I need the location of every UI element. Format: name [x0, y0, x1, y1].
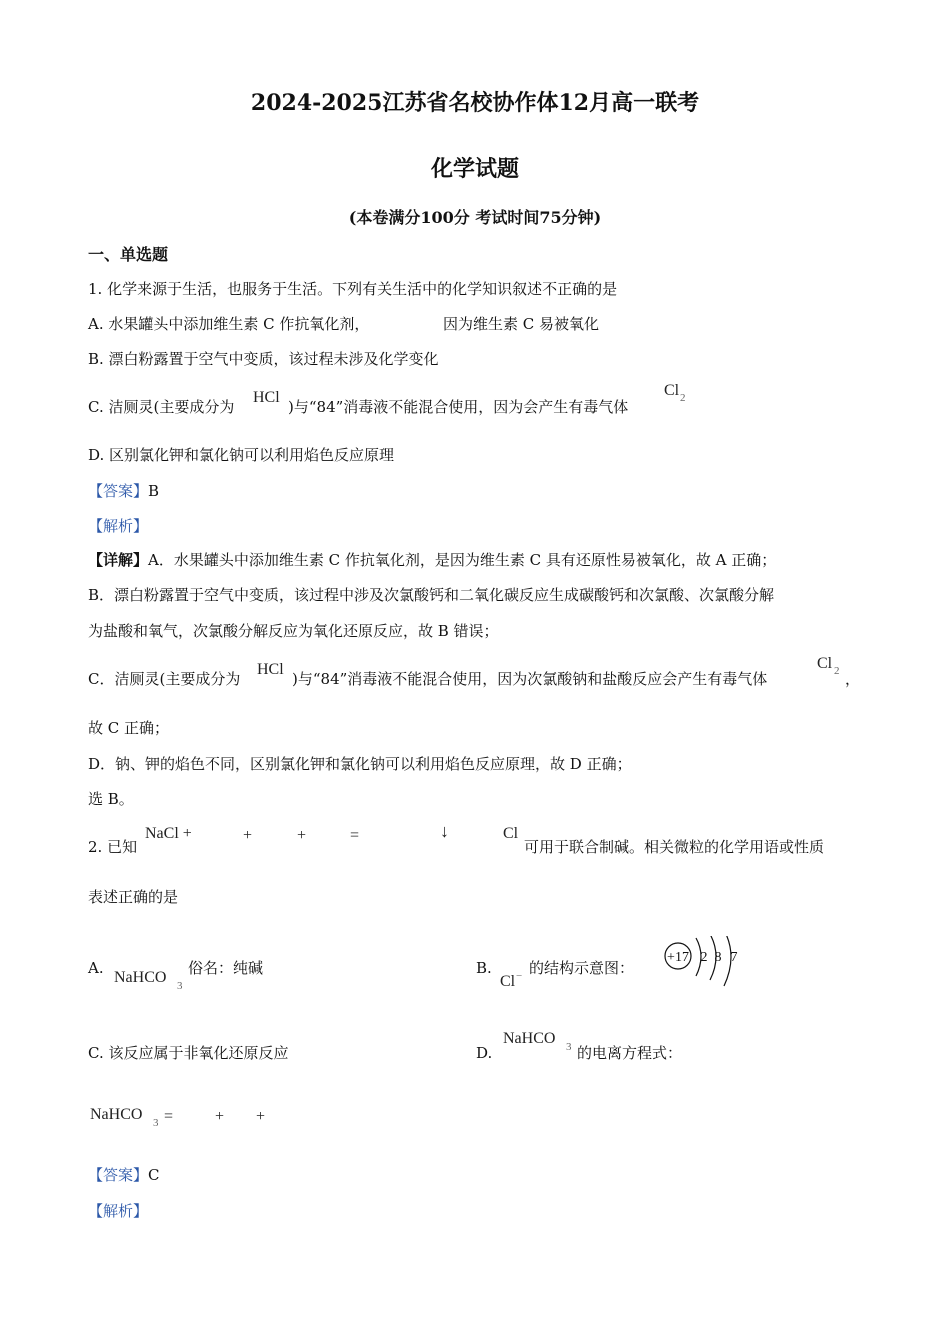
q2-answer: [88, 1164, 160, 1185]
q2-ion-equals: =: [164, 1108, 174, 1125]
q2-stem-2: 表述正确的是: [88, 888, 179, 906]
q2-eq-precipitate-arrow: ↓: [440, 821, 449, 841]
q2-ion-formula: NaHCO: [90, 1106, 143, 1123]
detail-tag: 【详解】: [88, 551, 149, 569]
q1-detail-c-post: )与“84”消毒液不能混合使用，因为次氯酸钠和盐酸反应会产生有毒气体: [292, 670, 768, 688]
q2-stem-pre: 2. 已知: [88, 838, 138, 856]
q1-detail-c-pre: C．洁厕灵(主要成分为: [88, 670, 241, 688]
q2-option-a-subscript: 3: [177, 980, 183, 992]
q2-option-c: C. 该反应属于非氧化还原反应: [88, 1044, 289, 1062]
answer-value: C: [148, 1166, 160, 1184]
q2-eq-nacl: NaCl +: [145, 825, 192, 842]
q1-option-c-pre: C. 洁厕灵(主要成分为: [88, 398, 235, 416]
q1-stem: 1. 化学来源于生活，也服务于生活。下列有关生活中的化学知识叙述不正确的是: [88, 280, 618, 298]
q1-detail-d: D．钠、钾的焰色不同，区别氯化钾和氯化钠可以利用焰色反应原理，故 D 正确；: [88, 755, 632, 773]
q2-option-d-text: 的电离方程式：: [577, 1044, 683, 1062]
q1-option-d: D. 区别氯化钾和氯化钠可以利用焰色反应原理: [88, 446, 395, 464]
q2-option-b-text: 的结构示意图：: [529, 959, 635, 977]
q2-ion-plus-1: +: [215, 1108, 225, 1125]
q2-option-b-label: B.: [476, 959, 492, 977]
page-title: 2024-2025江苏省名校协作体12月高一联考: [250, 90, 700, 116]
chloride-ion-structure-diagram: [662, 936, 742, 996]
q1-option-a-reason: 因为维生素 C 易被氧化: [443, 315, 600, 333]
atom-nucleus-charge: +17: [667, 950, 689, 965]
q1-cl2-subscript: 2: [680, 392, 686, 404]
q2-option-b-superscript: −: [516, 970, 523, 982]
q2-eq-plus-1: +: [243, 827, 253, 844]
shell-2-electrons: 8: [714, 950, 722, 965]
exam-info: (本卷满分100分 考试时间75分钟): [348, 208, 602, 227]
q1-hcl-formula: HCl: [253, 389, 280, 406]
q2-option-d-subscript: 3: [566, 1041, 572, 1053]
q2-option-d-label: D.: [476, 1044, 493, 1062]
q1-detail-hcl-formula: HCl: [257, 661, 284, 678]
q2-eq-plus-2: +: [297, 827, 307, 844]
q1-option-c-post: )与“84”消毒液不能混合使用，因为会产生有毒气体: [288, 398, 629, 416]
q1-detail-a: [88, 550, 776, 570]
q1-answer: [88, 480, 159, 501]
q1-analysis-tag: 【解析】: [88, 517, 149, 535]
q1-detail-cl2-subscript: 2: [834, 665, 840, 677]
shell-1-electrons: 2: [700, 950, 708, 965]
q2-option-a-label: A.: [88, 959, 104, 977]
q1-detail-c2: 故 C 正确；: [88, 719, 170, 737]
q2-stem-post: 可用于联合制碱。相关微粒的化学用语或性质: [524, 838, 825, 856]
answer-tag: 【答案】: [88, 482, 149, 500]
q2-eq-equals: =: [350, 827, 360, 844]
section-heading: 一、单选题: [88, 245, 169, 264]
q2-option-d-formula: NaHCO: [503, 1030, 556, 1047]
answer-value: B: [148, 482, 160, 500]
q2-eq-cl: Cl: [503, 825, 519, 842]
detail-a-text: A．水果罐头中添加维生素 C 作抗氧化剂，是因为维生素 C 具有还原性易被氧化，故 A 正确；: [148, 551, 777, 569]
q1-detail-b1: B．漂白粉露置于空气中变质，该过程中涉及次氯酸钙和二氧化碳反应生成碳酸钙和次氯酸、次氯酸分解: [88, 586, 775, 604]
q1-detail-c-end: ，: [845, 670, 861, 688]
q2-option-a-formula: NaHCO: [114, 969, 167, 986]
q2-option-b-formula: Cl: [500, 973, 516, 990]
q2-ion-subscript: 3: [153, 1117, 159, 1129]
q1-option-a: A. 水果罐头中添加维生素 C 作抗氧化剂，: [88, 315, 370, 333]
q2-ion-plus-2: +: [256, 1108, 266, 1125]
shell-3-electrons: 7: [730, 950, 738, 965]
q2-analysis-tag: 【解析】: [88, 1202, 149, 1220]
q1-detail-b2: 为盐酸和氧气，次氯酸分解反应为氧化还原反应，故 B 错误；: [88, 622, 499, 640]
subject-title: 化学试题: [430, 156, 519, 182]
q1-detail-cl2-formula: Cl: [817, 655, 833, 672]
q1-option-b: B. 漂白粉露置于空气中变质，该过程未涉及化学变化: [88, 350, 439, 368]
answer-tag: 【答案】: [88, 1166, 149, 1184]
q2-option-a-text: 俗名：纯碱: [188, 959, 264, 977]
q1-cl2-formula: Cl: [664, 382, 680, 399]
q1-conclusion: 选 B。: [88, 790, 134, 808]
